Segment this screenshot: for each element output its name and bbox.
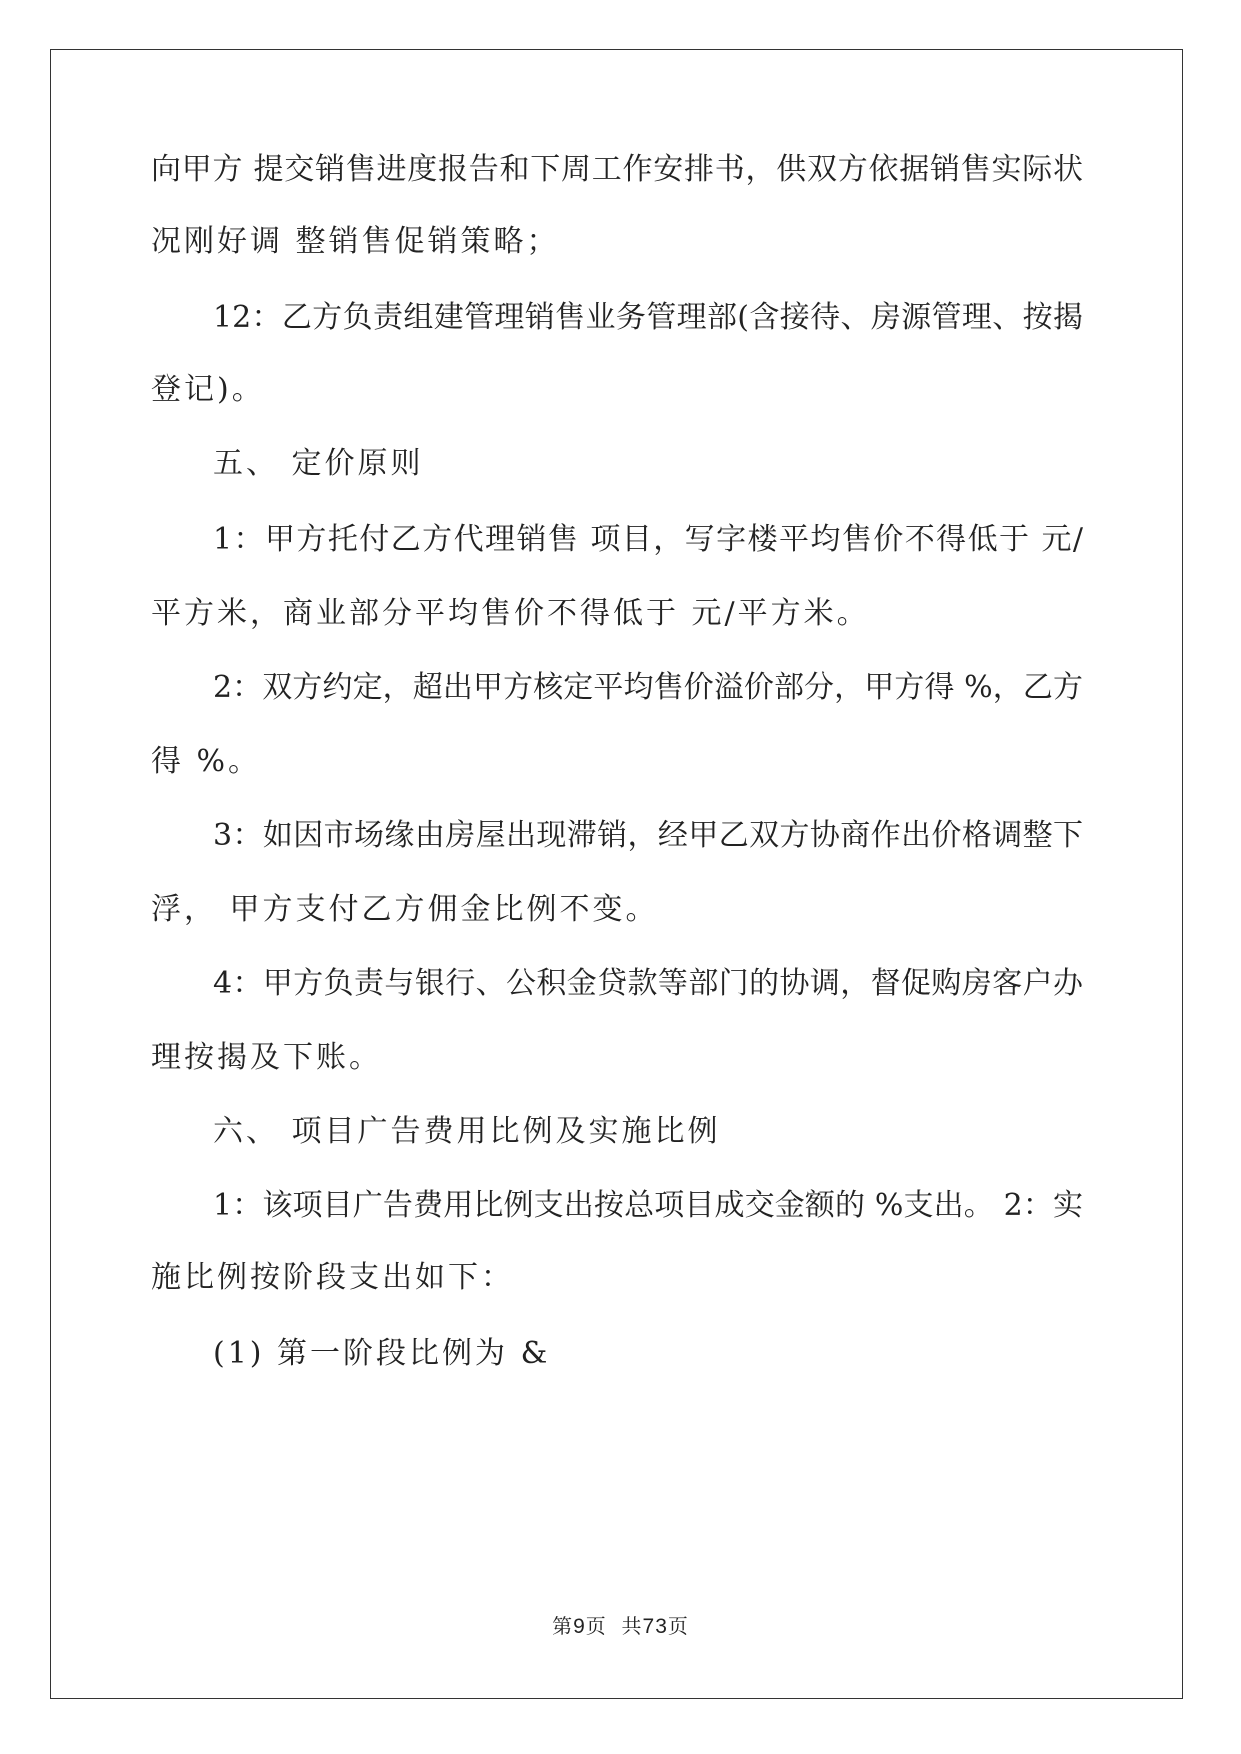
section-heading: 五、 定价原则 bbox=[213, 446, 424, 481]
text-line: 2：双方约定，超出甲方核定平均售价溢价部分，甲方得 %，乙方 bbox=[213, 670, 1083, 705]
text-line: 1：甲方托付乙方代理销售 项目，写字楼平均售价不得低于 元/ bbox=[213, 522, 1083, 557]
section-heading: 六、 项目广告费用比例及实施比例 bbox=[213, 1114, 721, 1149]
text-line: 1：该项目广告费用比例支出按总项目成交金额的 %支出。 2：实 bbox=[213, 1188, 1083, 1223]
text-line: (1) 第一阶段比例为 & bbox=[213, 1336, 551, 1371]
footer-suffix: 页 bbox=[667, 1614, 689, 1638]
current-page-number: 9 bbox=[573, 1615, 586, 1638]
footer-prefix: 第 bbox=[552, 1614, 574, 1638]
text-line: 浮， 甲方支付乙方佣金比例不变。 bbox=[151, 892, 659, 927]
text-line: 况刚好调 整销售促销策略； bbox=[151, 224, 560, 259]
page-footer bbox=[0, 1610, 1241, 1639]
text-line: 4：甲方负责与银行、公积金贷款等部门的协调，督促购房客户办 bbox=[213, 966, 1083, 1001]
text-line: 12：乙方负责组建管理销售业务管理部(含接待、房源管理、按揭 bbox=[213, 300, 1083, 335]
total-pages-number: 73 bbox=[642, 1615, 668, 1638]
text-line: 得 %。 bbox=[151, 744, 262, 779]
text-line: 3：如因市场缘由房屋出现滞销，经甲乙双方协商作出价格调整下 bbox=[213, 818, 1083, 853]
page-border bbox=[50, 49, 1183, 1699]
text-line: 施比例按阶段支出如下： bbox=[151, 1260, 514, 1295]
footer-mid: 页 共 bbox=[585, 1614, 643, 1638]
text-line: 向甲方 提交销售进度报告和下周工作安排书，供双方依据销售实际状 bbox=[151, 152, 1083, 187]
text-line: 理按揭及下账。 bbox=[151, 1040, 382, 1075]
text-line: 登记)。 bbox=[151, 372, 265, 407]
text-line: 平方米，商业部分平均售价不得低于 元/平方米。 bbox=[151, 596, 870, 631]
